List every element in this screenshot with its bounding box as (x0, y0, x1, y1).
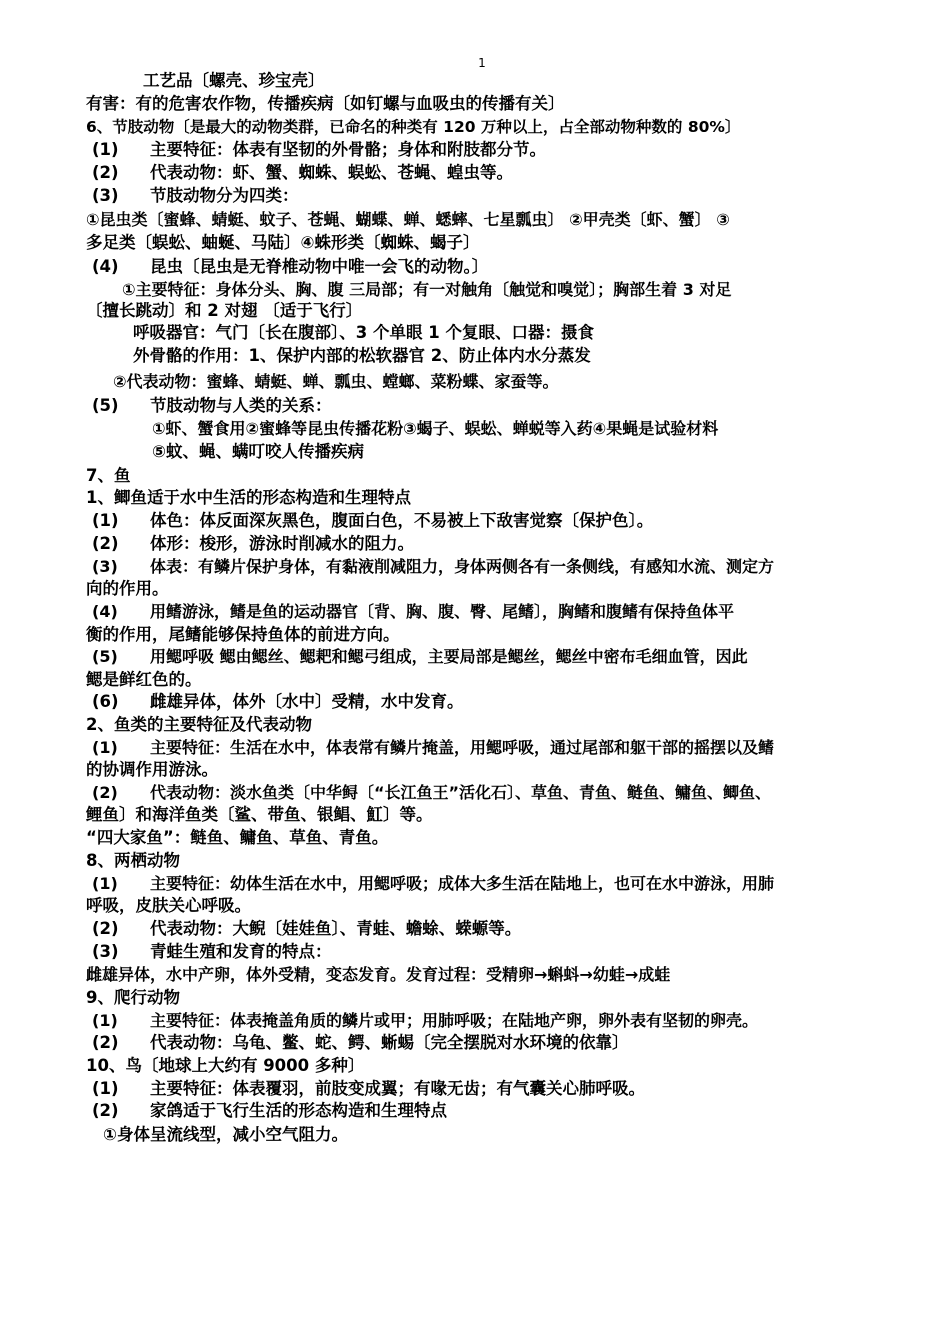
text-line: 主要特征：体表有坚韧的外骨骼；身体和附肢都分节。 (150, 140, 546, 159)
item-number: (1) (92, 738, 118, 757)
item-number: (3) (92, 557, 118, 576)
item-number: (1) (92, 1079, 119, 1098)
text-line: 主要特征：幼体生活在水中，用鳃呼吸；成体大多生活在陆地上，也可在水中游泳，用肺 (150, 874, 775, 893)
item-number: (5) (92, 396, 119, 415)
page-number: 1 (478, 56, 486, 70)
text-line: ②代表动物：蜜蜂、蜻蜓、蝉、瓢虫、螳螂、菜粉蝶、家蚕等。 (113, 372, 559, 391)
subsection-heading: 1、鲫鱼适于水中生活的形态构造和生理特点 (86, 488, 411, 507)
item-number: (1) (92, 511, 119, 530)
text-line: ①虾、蟹食用②蜜蜂等昆虫传播花粉③蝎子、蜈蚣、蝉蜕等入药④果蝇是试验材料 (152, 419, 719, 438)
text-line: 体形：梭形，游泳时削减水的阻力。 (150, 534, 414, 553)
text-line: 多足类〔蜈蚣、蚰蜒、马陆〕④蛛形类〔蜘蛛、蝎子〕 (86, 233, 480, 252)
item-number: (4) (92, 602, 118, 621)
item-number: (3) (92, 942, 119, 961)
text-line: 鳃是鲜红色的。 (86, 670, 202, 689)
text-line: 家鸽适于飞行生活的形态构造和生理特点 (150, 1101, 447, 1120)
item-number: (2) (92, 1033, 119, 1052)
text-line: 主要特征：生活在水中，体表常有鳞片掩盖，用鳃呼吸，通过尾部和躯干部的摇摆以及鳍 (150, 738, 775, 757)
text-line: 外骨骼的作用：1、保护内部的松软器官 2、防止体内水分蒸发 (133, 346, 591, 365)
subsection-heading: 2、鱼类的主要特征及代表动物 (86, 715, 312, 734)
text-line: 昆虫〔昆虫是无脊椎动物中唯一会飞的动物。〕 (150, 257, 489, 276)
text-line: ⑤蚊、蝇、螨叮咬人传播疾病 (152, 442, 364, 461)
section-heading: 10、鸟〔地球上大约有 9000 多种〕 (86, 1056, 365, 1075)
item-number: (1) (92, 874, 118, 893)
text-line: 呼吸器官：气门〔长在腹部〕、3 个单眼 1 个复眼、口器：摄食 (133, 323, 594, 342)
item-number: (2) (92, 783, 118, 802)
text-line: 节肢动物与人类的关系： (150, 396, 332, 415)
section-heading: 9、爬行动物 (86, 988, 180, 1007)
text-line: 节肢动物分为四类： (150, 186, 299, 205)
text-line: 鲤鱼〕和海洋鱼类〔鲨、带鱼、银鲳、魟〕等。 (86, 805, 433, 824)
text-line: 雌雄异体，水中产卵，体外受精，变态发育。发育过程：受精卵→蝌蚪→幼蛙→成蛙 (86, 965, 671, 984)
text-line: 用鳍游泳，鳍是鱼的运动器官〔背、胸、腹、臀、尾鳍〕，胸鳍和腹鳍有保持鱼体平 (150, 602, 735, 621)
text-line: “四大家鱼”：鲢鱼、鳙鱼、草鱼、青鱼。 (86, 828, 389, 847)
item-number: (3) (92, 186, 119, 205)
item-number: (5) (92, 647, 118, 666)
text-line: 主要特征：体表掩盖角质的鳞片或甲；用肺呼吸；在陆地产卵，卵外表有坚韧的卵壳。 (150, 1011, 759, 1030)
text-line: 雌雄异体，体外〔水中〕受精，水中发育。 (150, 692, 464, 711)
text-line: 代表动物：大鲵〔娃娃鱼〕、青蛙、蟾蜍、蝾螈等。 (150, 919, 522, 938)
text-line: 衡的作用，尾鳍能够保持鱼体的前进方向。 (86, 625, 400, 644)
text-line: ①主要特征：身体分头、胸、腹 三局部；有一对触角〔触觉和嗅觉〕；胸部生着 3 对足 (122, 280, 732, 299)
text-line: 代表动物：虾、蟹、蜘蛛、蜈蚣、苍蝇、蝗虫等。 (150, 163, 513, 182)
text-line: 呼吸，皮肤关心呼吸。 (86, 896, 251, 915)
text-line: 向的作用。 (86, 579, 169, 598)
text-line: 的协调作用游泳。 (86, 760, 218, 779)
text-line: 代表动物：淡水鱼类〔中华鲟〔“长江鱼王”活化石〕、草鱼、青鱼、鲢鱼、鳙鱼、鲫鱼、 (150, 783, 772, 802)
item-number: (2) (92, 534, 119, 553)
item-number: (2) (92, 1101, 119, 1120)
text-line: 主要特征：体表覆羽，前肢变成翼；有喙无齿；有气囊关心肺呼吸。 (150, 1079, 645, 1098)
item-number: (2) (92, 919, 119, 938)
item-number: (6) (92, 692, 119, 711)
section-heading: 8、两栖动物 (86, 851, 180, 870)
text-line: 代表动物：乌龟、鳖、蛇、鳄、蜥蜴〔完全摆脱对水环境的依靠〕 (150, 1033, 629, 1052)
item-number: (2) (92, 163, 119, 182)
text-line: 青蛙生殖和发育的特点： (150, 942, 332, 961)
text-line: 用鳃呼吸 鳃由鳃丝、鳃耙和鳃弓组成，主要局部是鳃丝，鳃丝中密布毛细血管，因此 (150, 647, 748, 666)
section-heading: 7、鱼 (86, 466, 131, 485)
text-line: ①身体呈流线型，减小空气阻力。 (103, 1125, 348, 1144)
section-heading: 6、节肢动物〔是最大的动物类群，已命名的种类有 120 万种以上，占全部动物种数的 80%〕 (86, 118, 741, 136)
text-line: 体色：体反面深灰黑色，腹面白色，不易被上下敌害觉察〔保护色〕。 (150, 511, 654, 530)
text-line: 体表：有鳞片保护身体，有黏液削减阻力，身体两侧各有一条侧线，有感知水流、测定方 (150, 557, 775, 576)
text-line: ①昆虫类〔蜜蜂、蜻蜓、蚊子、苍蝇、蝴蝶、蝉、蟋蟀、七星瓢虫〕 ②甲壳类〔虾、蟹〕 ③ (86, 210, 730, 229)
text-line: 有害：有的危害农作物，传播疾病〔如钉螺与血吸虫的传播有关〕 (86, 94, 565, 113)
item-number: (1) (92, 140, 119, 159)
item-number: (4) (92, 257, 119, 276)
item-number: (1) (92, 1011, 118, 1030)
text-line: 工艺品〔螺壳、珍宝壳〕 (143, 71, 325, 90)
text-line: 〔擅长跳动〕和 2 对翅 〔适于飞行〕 (86, 301, 363, 320)
